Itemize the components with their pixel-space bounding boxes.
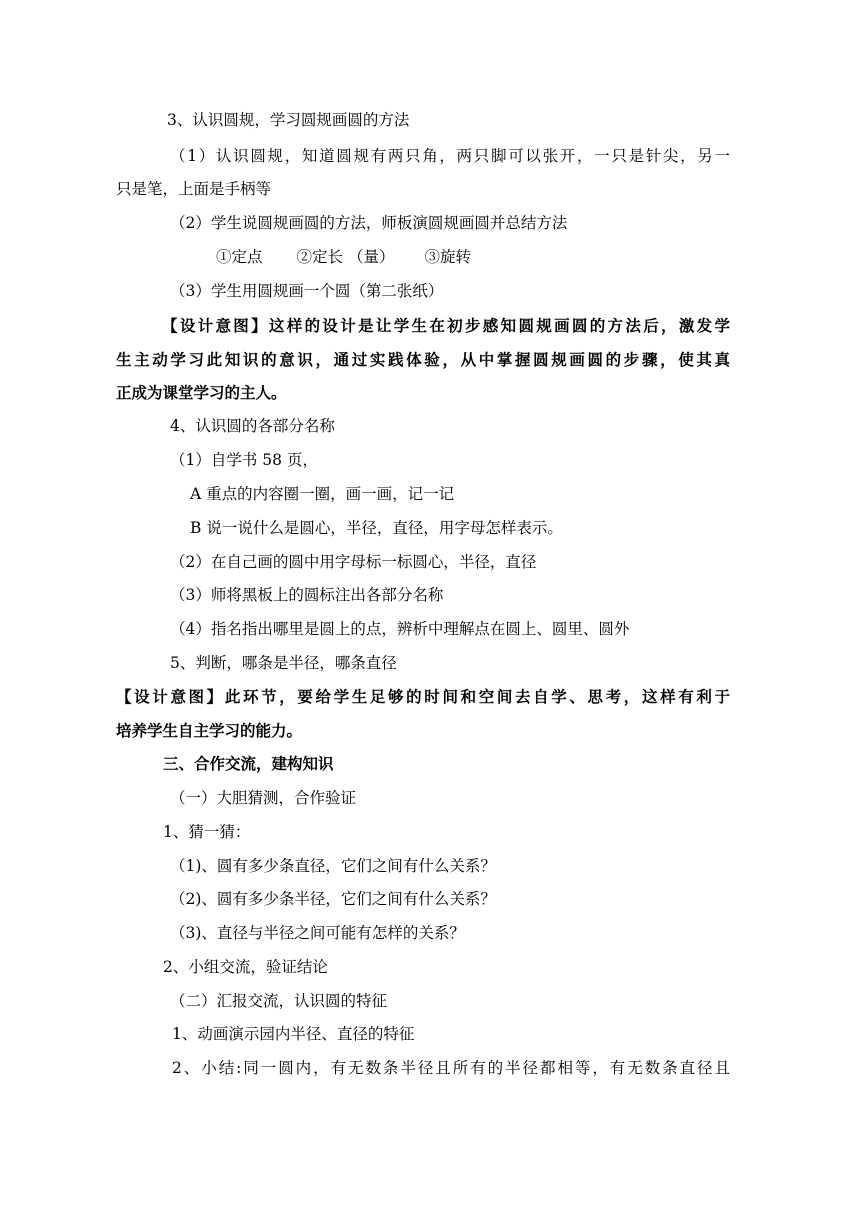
step4-heading: 4、认识圆的各部分名称: [170, 417, 335, 435]
step4-item4: （4）指名指出哪里是圆上的点，辨析中理解点在圆上、圆里、圆外: [170, 620, 630, 638]
step3-item3: （3）学生用圆规画一个圆（第二张纸）: [170, 282, 444, 300]
step3-heading: 3、认识圆规，学习圆规画圆的方法: [167, 111, 410, 129]
step3-item1-line2: 只是笔，上面是手柄等: [116, 180, 272, 198]
design-intent-1-line3: 正成为课堂学习的主人。: [116, 383, 287, 402]
step4-item1: （1）自学书 58 页，: [170, 451, 318, 469]
step4-item1-a: A 重点的内容圈一圈，画一画，记一记: [190, 485, 455, 503]
summary-line: 2、小结:同一圆内，有无数条半径且所有的半径都相等，有无数条直径且: [172, 1059, 730, 1077]
step4-item1-b: B 说一说什么是圆心，半径，直径，用字母怎样表示。: [190, 519, 563, 537]
design-intent-2-line2: 培养学生自主学习的能力。: [116, 721, 303, 740]
step3-method-list: [216, 247, 471, 267]
guess-q3: （3)、直径与半径之间可能有怎样的关系？: [170, 924, 465, 942]
subsection-1-heading: （一）大胆猜测，合作验证: [170, 789, 357, 807]
step4-item2: （2）在自己画的圆中用字母标一标圆心，半径，直径: [170, 553, 537, 571]
step3-item1-line1: （1）认识圆规，知道圆规有两只角，两只脚可以张开，一只是针尖，另一: [170, 147, 730, 165]
design-intent-1-line2: 生主动学习此知识的意识，通过实践体验，从中掌握圆规画圆的步骤，使其真: [116, 350, 730, 369]
guess-q1: （1)、圆有多少条直径，它们之间有什么关系？: [170, 857, 496, 875]
subsection-2-heading: （二）汇报交流，认识圆的特征: [170, 992, 388, 1010]
section-three-heading: 三、合作交流，建构知识: [163, 754, 334, 773]
method-rotate: ③旋转: [424, 248, 471, 266]
guess-heading: 1、猜一猜：: [163, 823, 251, 841]
step4-item3: （3）师将黑板上的圆标注出各部分名称: [170, 586, 444, 604]
design-intent-1-line1: 【设计意图】这样的设计是让学生在初步感知圆规画圆的方法后，激发学: [162, 316, 730, 335]
method-set-length: ②定长 （量）: [296, 248, 395, 266]
animation-demo: 1、动画演示园内半径、直径的特征: [172, 1025, 415, 1043]
group-discussion: 2、小组交流，验证结论: [163, 958, 328, 976]
method-fix-point: ①定点: [216, 248, 263, 266]
step3-item2: （2）学生说圆规画圆的方法，师板演圆规画圆并总结方法: [170, 214, 568, 232]
design-intent-2-line1: 【设计意图】此环节，要给学生足够的时间和空间去自学、思考，这样有利于: [116, 687, 730, 706]
guess-q2: （2)、圆有多少条半径，它们之间有什么关系？: [170, 890, 496, 908]
step5-heading: 5、判断，哪条是半径，哪条直径: [170, 654, 397, 672]
